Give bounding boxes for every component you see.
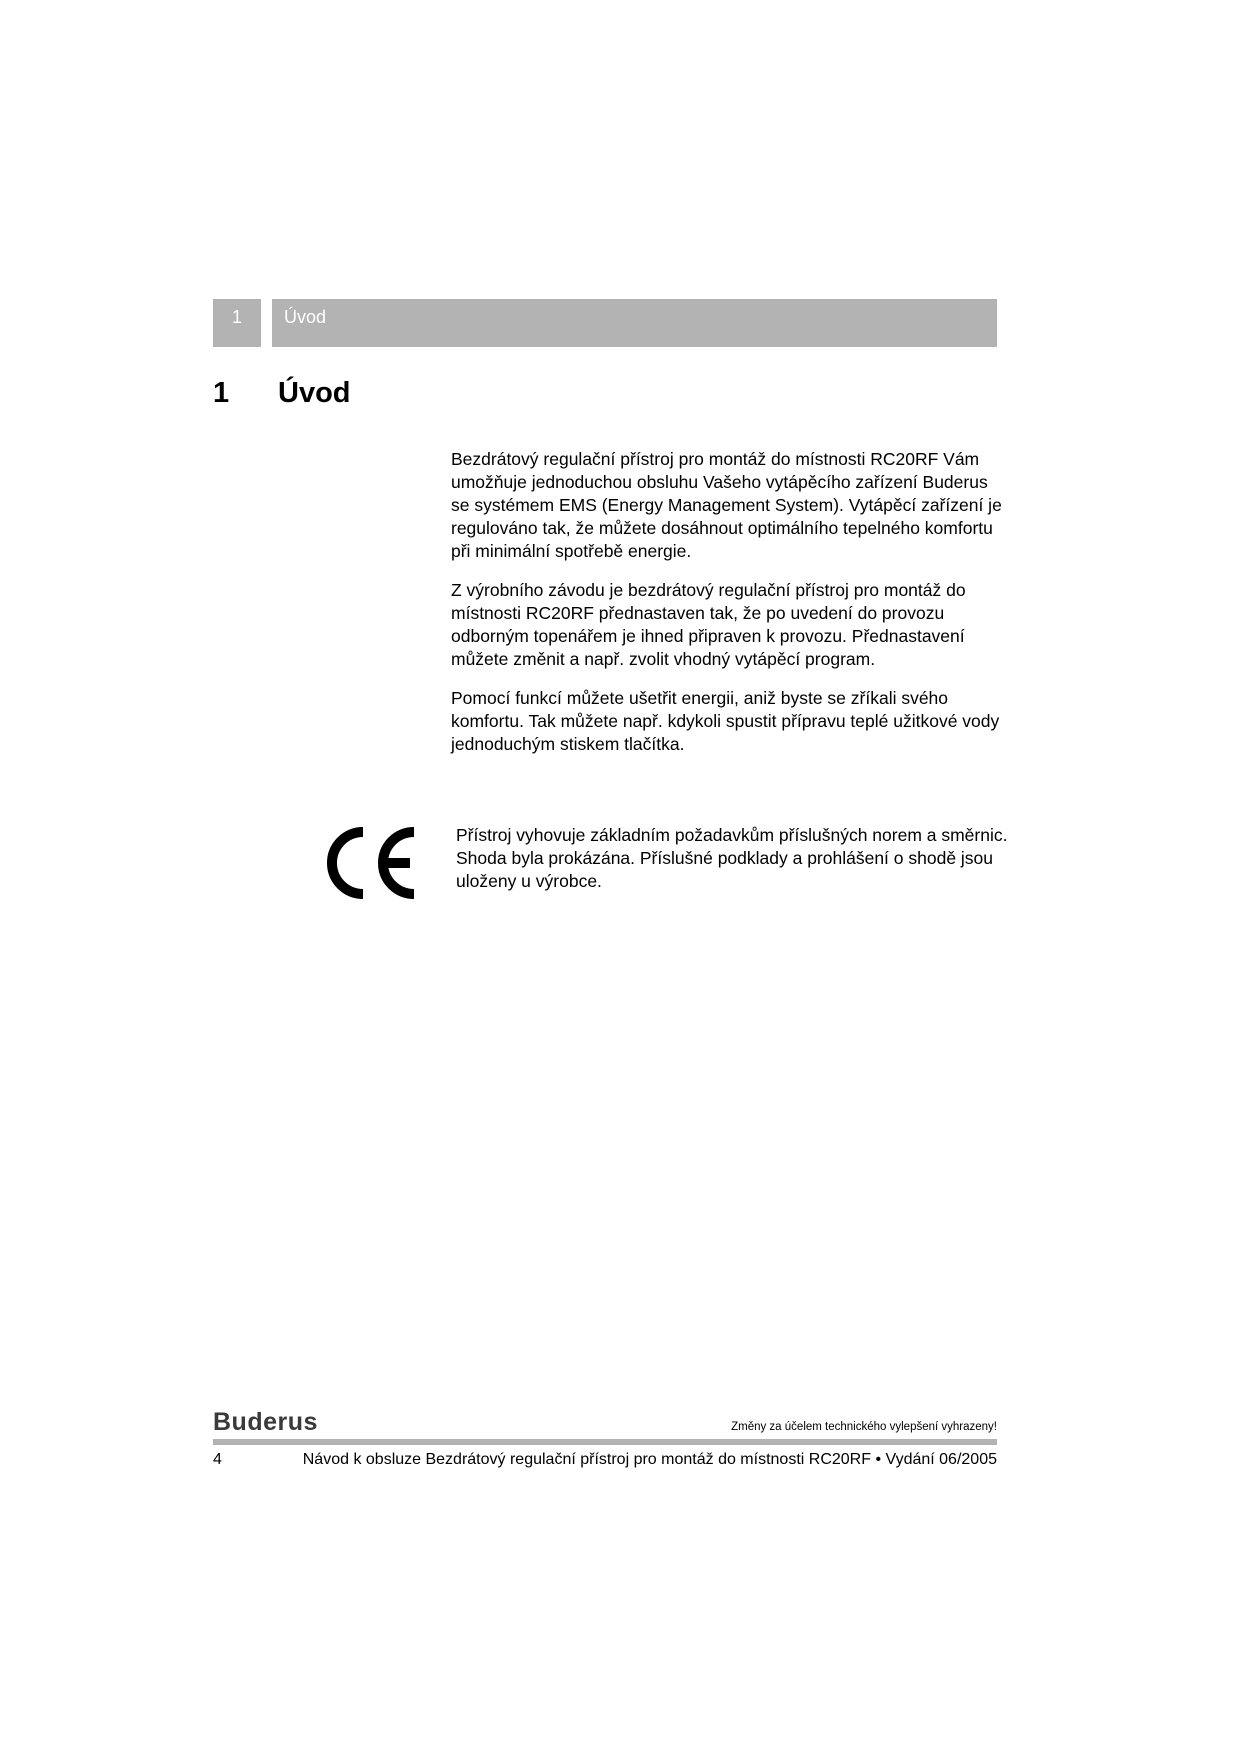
- running-header-chapter-title: Úvod: [272, 299, 997, 347]
- ce-notice: [456, 824, 1016, 893]
- heading-title: Úvod: [278, 377, 351, 409]
- footer-document-title: Návod k obsluze Bezdrátový regulační přístroj pro montáž do místnosti RC20RF • Vydání 06/2005: [302, 1451, 997, 1468]
- buderus-logo: Buderus: [213, 1408, 318, 1436]
- heading-number: 1: [213, 377, 230, 409]
- ce-notice-declaration: Shoda byla prokázána. Příslušné podklady a prohlášení o shodě jsou uloženy u výrobce.: [456, 848, 994, 891]
- ce-mark-icon: [326, 826, 420, 900]
- footer-divider: [213, 1439, 997, 1445]
- running-header-chapter-number: 1: [213, 299, 261, 347]
- paragraph-intro: Bezdrátový regulační přístroj pro montáž do místnosti RC20RF Vám umožňuje jednoduchou obsluhu Vašeho vytápěcího zařízení Buderus se systémem EMS (Energy Management System). Vytápěcí zařízení je regulováno tak, že můžete dosáhnout optimálního tepelného komfortu při minimální spotřebě energie.: [451, 449, 1002, 561]
- footer-note: Změny za účelem technického vylepšení vyhrazeny!: [731, 1421, 997, 1433]
- paragraph-functions: Pomocí funkcí můžete ušetřit energii, aniž byste se zříkali svého komfortu. Tak můžete např. kdykoli spustit přípravu teplé užitkové vody jednoduchým stiskem tlačítka.: [451, 688, 1000, 754]
- ce-notice-compliance: Přístroj vyhovuje základním požadavkům příslušných norem a směrnic.: [456, 825, 1008, 845]
- page-number: 4: [213, 1451, 222, 1468]
- paragraph-factory-settings: Z výrobního závodu je bezdrátový regulační přístroj pro montáž do místnosti RC20RF přednastaven tak, že po uvedení do provozu odborným topenářem je ihned připraven k provozu. Přednastavení můžete změnit a např. zvolit vhodný vytápěcí program.: [451, 580, 966, 669]
